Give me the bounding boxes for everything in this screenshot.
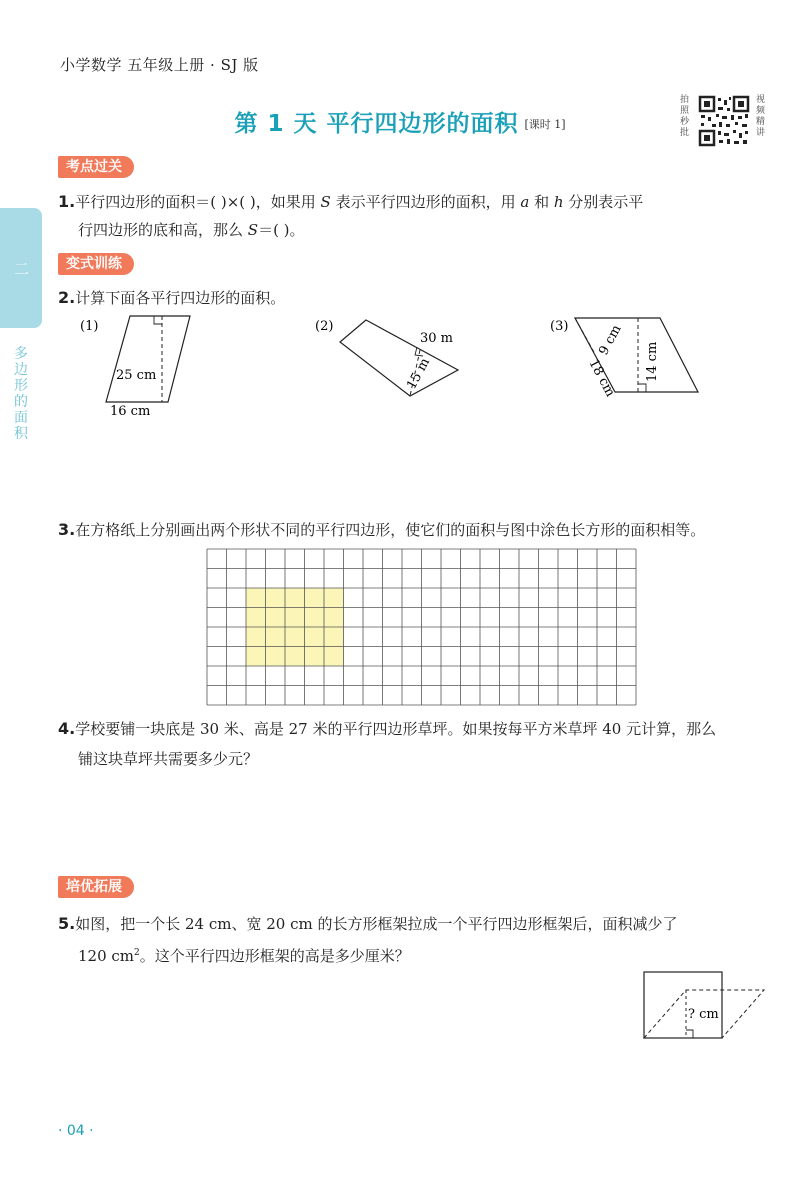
question-4 xyxy=(58,714,778,744)
fig3-height1-label: 9 cm xyxy=(596,322,625,358)
fig2-height-label: 15 m xyxy=(404,355,434,392)
page-number: · 04 · xyxy=(58,1123,94,1139)
q3-text: 在方格纸上分别画出两个形状不同的平行四边形，使它们的面积与图中涂色长方形的面积相等。 xyxy=(75,521,706,539)
question-number: 2. xyxy=(58,288,76,307)
q2-figures xyxy=(70,312,770,422)
question-1-line2 xyxy=(78,215,768,245)
qr-block xyxy=(678,95,768,150)
section-badge-kaodian: 考点过关 xyxy=(58,156,134,178)
question-1 xyxy=(58,187,770,217)
qr-right-caption: 视频精讲 xyxy=(756,95,766,138)
lesson-title: 第 1 天 平行四边形的面积 xyxy=(234,111,519,137)
square-grid-paper[interactable] xyxy=(206,548,638,708)
q5-right-angle xyxy=(686,1030,693,1038)
fig1-parallelogram xyxy=(106,316,190,402)
question-number: 3. xyxy=(58,520,76,539)
fig1-base-label: 16 cm xyxy=(110,404,151,419)
question-number: 1. xyxy=(58,192,76,211)
q5-text: 120 cm xyxy=(78,947,135,965)
question-4-line2: 铺这块草坪共需要多少元？ xyxy=(78,750,259,768)
q1-text: 和 xyxy=(529,193,554,211)
fig2-label: (2) xyxy=(315,319,334,334)
fig3-parallelogram xyxy=(575,318,698,392)
fig3-right-angle xyxy=(638,384,646,392)
q1-text: ＝( )。 xyxy=(258,221,305,239)
q1-text: 行四边形的底和高，那么 xyxy=(78,221,248,239)
q5-rectangle xyxy=(644,972,722,1038)
qr-left-caption: 拍照秒批 xyxy=(680,95,690,138)
question-2 xyxy=(58,283,285,313)
fig2-top-label: 30 m xyxy=(420,331,454,346)
q1-var: S xyxy=(320,193,331,211)
qr-code-icon[interactable] xyxy=(698,95,750,147)
question-5-line2 xyxy=(78,938,410,971)
q1-text: 分别表示平 xyxy=(563,193,644,211)
q4-text: 学校要铺一块底是 30 米、高是 27 米的平行四边形草坪。如果按每平方米草坪 40 元计算，那么 xyxy=(75,720,717,738)
question-number: 4. xyxy=(58,719,76,738)
fig3-label: (3) xyxy=(550,319,569,334)
q5-text: 。这个平行四边形框架的高是多少厘米？ xyxy=(139,947,410,965)
unit-title: 多边形的面积 xyxy=(14,346,28,442)
q5-superscript: 2 xyxy=(134,948,140,958)
q5-figure xyxy=(640,968,770,1042)
section-badge-peiyou: 培优拓展 xyxy=(58,876,134,898)
question-5 xyxy=(58,909,778,939)
fig1-right-angle xyxy=(154,316,162,324)
fig3-height2-label: 14 cm xyxy=(645,341,660,382)
q1-var: h xyxy=(553,193,564,211)
q2-text: 计算下面各平行四边形的面积。 xyxy=(75,289,286,307)
book-header: 小学数学 五年级上册 · SJ 版 xyxy=(60,56,259,74)
q1-var: a xyxy=(520,193,530,211)
question-number: 5. xyxy=(58,914,76,933)
q5-text: 如图，把一个长 24 cm、宽 20 cm 的长方形框架拉成一个平行四边形框架后，面积减少了 xyxy=(75,915,678,933)
question-3 xyxy=(58,515,778,545)
fig1-side-label: 25 cm xyxy=(116,368,157,383)
q1-text: 平行四边形的面积＝( )×( )，如果用 xyxy=(75,193,321,211)
lesson-tag: [课时 1] xyxy=(524,118,566,131)
q1-text: 表示平行四边形的面积，用 xyxy=(330,193,521,211)
section-badge-bianshi: 变式训练 xyxy=(58,253,134,275)
fig3-side-label: 18 cm xyxy=(585,356,618,400)
q5-height-label: ? cm xyxy=(688,1007,719,1022)
q1-var: S xyxy=(247,221,259,239)
fig1-label: (1) xyxy=(80,319,99,334)
unit-number: 二 xyxy=(14,260,30,278)
unit-tab xyxy=(0,208,42,328)
